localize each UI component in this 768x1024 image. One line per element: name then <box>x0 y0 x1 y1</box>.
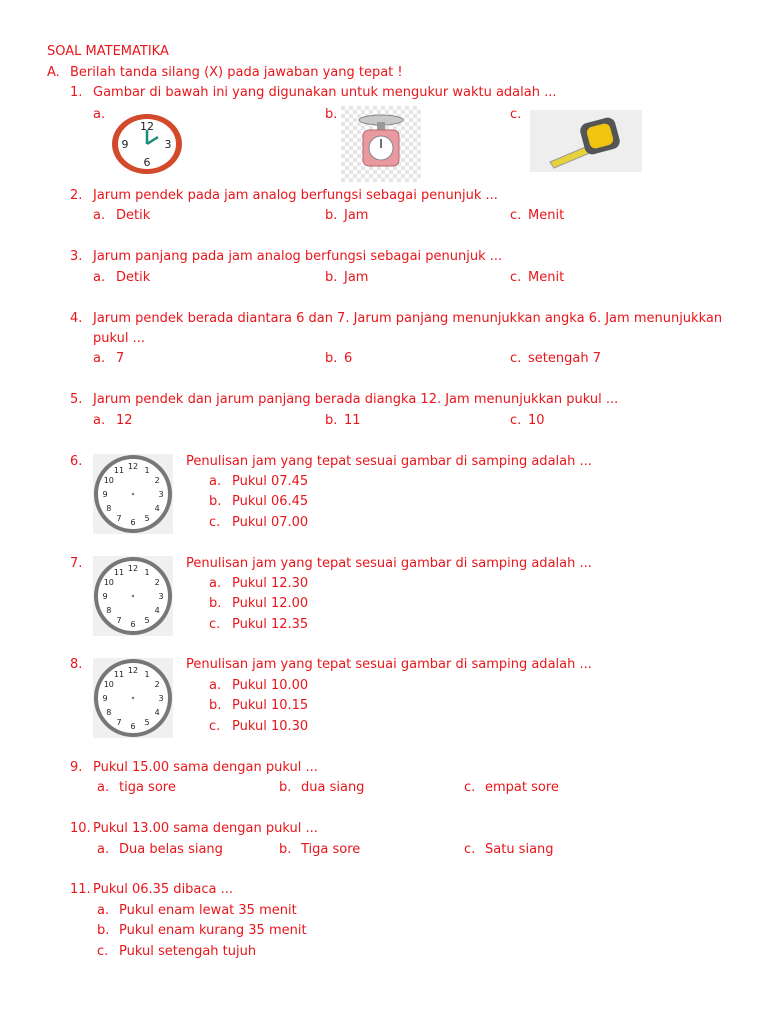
q4-opt-b[interactable]: 6 <box>344 351 353 366</box>
q3-opt-a-letter[interactable]: a. <box>93 270 106 285</box>
q8-clock-image[interactable] <box>93 658 173 738</box>
q2-opt-a[interactable]: Detik <box>116 208 151 223</box>
q9-opt-b-letter[interactable]: b. <box>279 780 292 795</box>
q9-opt-b[interactable]: dua siang <box>301 780 365 795</box>
q4-opt-c-letter[interactable]: c. <box>510 351 522 366</box>
q9-opt-c-letter[interactable]: c. <box>464 780 476 795</box>
q9-opt-c[interactable]: empat sore <box>485 780 559 795</box>
clock-number-6: 6 <box>130 620 136 629</box>
q9-opt-a[interactable]: tiga sore <box>119 780 176 795</box>
q5-number: 5. <box>70 392 83 407</box>
q7-opt-c-letter[interactable]: c. <box>209 617 221 632</box>
q10-opt-b-letter[interactable]: b. <box>279 842 292 857</box>
q10-number: 10. <box>70 821 91 836</box>
clock-number-12: 12 <box>127 666 139 675</box>
q5-opt-c[interactable]: 10 <box>528 413 545 428</box>
q2-opt-c-letter[interactable]: c. <box>510 208 522 223</box>
q4-opt-a-letter[interactable]: a. <box>93 351 106 366</box>
q3-number: 3. <box>70 249 83 264</box>
q6-text: Penulisan jam yang tepat sesuai gambar di samping adalah ... <box>186 454 592 469</box>
clock-number-11: 11 <box>113 465 125 475</box>
page-title: SOAL MATEMATIKA <box>47 44 169 59</box>
q5-opt-b[interactable]: 11 <box>344 413 361 428</box>
q7-opt-b-letter[interactable]: b. <box>209 596 222 611</box>
q11-opt-a[interactable]: Pukul enam lewat 35 menit <box>119 903 297 918</box>
q3-opt-b[interactable]: Jam <box>344 270 369 285</box>
q8-number: 8. <box>70 657 83 672</box>
q6-opt-c-letter[interactable]: c. <box>209 515 221 530</box>
kitchen-scale-image[interactable] <box>341 106 421 182</box>
q2-opt-c[interactable]: Menit <box>528 208 565 223</box>
q5-opt-b-letter[interactable]: b. <box>325 413 338 428</box>
clock-center-dot <box>132 595 134 597</box>
q11-opt-b-letter[interactable]: b. <box>97 923 110 938</box>
clock-number-2: 2 <box>154 476 160 485</box>
big-clock-num-12: 12 <box>140 120 154 133</box>
q7-opt-c[interactable]: Pukul 12.35 <box>232 617 309 632</box>
q8-opt-b[interactable]: Pukul 10.15 <box>232 698 309 713</box>
clock-number-5: 5 <box>144 616 150 626</box>
q3-opt-b-letter[interactable]: b. <box>325 270 338 285</box>
clock-number-1: 1 <box>144 465 150 475</box>
clock-center-dot <box>132 697 134 699</box>
clock-number-1: 1 <box>144 669 150 679</box>
q11-text: Pukul 06.35 dibaca ... <box>93 882 234 897</box>
q6-opt-c[interactable]: Pukul 07.00 <box>232 515 309 530</box>
q4-text-line2: pukul ... <box>93 331 145 346</box>
section-instruction: Berilah tanda silang (X) pada jawaban yang tepat ! <box>70 65 403 80</box>
q9-number: 9. <box>70 760 83 775</box>
big-clock-num-6: 6 <box>143 156 151 169</box>
q9-opt-a-letter[interactable]: a. <box>97 780 110 795</box>
q11-opt-a-letter[interactable]: a. <box>97 903 110 918</box>
q3-opt-c[interactable]: Menit <box>528 270 565 285</box>
q7-opt-a-letter[interactable]: a. <box>209 576 222 591</box>
q6-number: 6. <box>70 454 83 469</box>
q5-opt-a[interactable]: 12 <box>116 413 133 428</box>
q4-text: Jarum pendek berada diantara 6 dan 7. Jarum panjang menunjukkan angka 6. Jam menunjukkan <box>93 311 723 326</box>
q4-opt-a[interactable]: 7 <box>116 351 125 366</box>
q11-opt-b[interactable]: Pukul enam kurang 35 menit <box>119 923 307 938</box>
q7-opt-b[interactable]: Pukul 12.00 <box>232 596 309 611</box>
clock-number-12: 12 <box>127 462 139 471</box>
clock-number-5: 5 <box>144 514 150 524</box>
big-clock-num-3: 3 <box>164 138 172 151</box>
clock-number-10: 10 <box>103 476 114 485</box>
clock-number-9: 9 <box>102 490 108 499</box>
clock-number-3: 3 <box>158 490 164 499</box>
measuring-tape-image[interactable] <box>530 110 642 172</box>
q3-text: Jarum panjang pada jam analog berfungsi sebagai penunjuk ... <box>93 249 503 264</box>
clock-number-11: 11 <box>113 669 125 679</box>
q11-number: 11. <box>70 882 91 897</box>
q6-opt-a[interactable]: Pukul 07.45 <box>232 474 309 489</box>
q7-clock-image[interactable] <box>93 556 173 636</box>
clock-number-5: 5 <box>144 718 150 728</box>
clock-number-7: 7 <box>116 718 122 728</box>
q10-opt-c[interactable]: Satu siang <box>485 842 554 857</box>
clock-number-4: 4 <box>154 606 160 615</box>
q8-opt-c-letter[interactable]: c. <box>209 719 221 734</box>
clock-number-2: 2 <box>154 680 160 689</box>
clock-number-3: 3 <box>158 592 164 601</box>
q7-opt-a[interactable]: Pukul 12.30 <box>232 576 309 591</box>
clock-number-7: 7 <box>116 514 122 524</box>
clock-number-9: 9 <box>102 592 108 601</box>
q6-opt-b[interactable]: Pukul 06.45 <box>232 494 309 509</box>
q4-opt-c[interactable]: setengah 7 <box>528 351 601 366</box>
clock-number-4: 4 <box>154 504 160 513</box>
section-letter: A. <box>47 65 60 80</box>
q8-opt-b-letter[interactable]: b. <box>209 698 222 713</box>
q7-text: Penulisan jam yang tepat sesuai gambar di samping adalah ... <box>186 556 592 571</box>
q1-opt-a[interactable]: a. <box>93 107 106 122</box>
q5-text: Jarum pendek dan jarum panjang berada diangka 12. Jam menunjukkan pukul ... <box>93 392 619 407</box>
clock-number-8: 8 <box>106 708 112 717</box>
q2-opt-a-letter[interactable]: a. <box>93 208 106 223</box>
clock-number-12: 12 <box>127 564 139 573</box>
q1-text: Gambar di bawah ini yang digunakan untuk mengukur waktu adalah ... <box>93 85 557 100</box>
q4-number: 4. <box>70 311 83 326</box>
clock-number-9: 9 <box>102 694 108 703</box>
clock-number-3: 3 <box>158 694 164 703</box>
big-clock-num-9: 9 <box>121 138 129 151</box>
q8-opt-a-letter[interactable]: a. <box>209 678 222 693</box>
clock-number-1: 1 <box>144 567 150 577</box>
q2-opt-b[interactable]: Jam <box>344 208 369 223</box>
q2-number: 2. <box>70 188 83 203</box>
wall-clock-image[interactable] <box>110 112 184 176</box>
svg-text:.: . <box>380 174 382 179</box>
clock-number-6: 6 <box>130 722 136 731</box>
q11-opt-c[interactable]: Pukul setengah tujuh <box>119 944 257 959</box>
q10-opt-b[interactable]: Tiga sore <box>301 842 361 857</box>
q7-number: 7. <box>70 556 83 571</box>
q9-text: Pukul 15.00 sama dengan pukul ... <box>93 760 318 775</box>
q6-opt-a-letter[interactable]: a. <box>209 474 222 489</box>
q2-opt-b-letter[interactable]: b. <box>325 208 338 223</box>
q6-opt-b-letter[interactable]: b. <box>209 494 222 509</box>
q8-text: Penulisan jam yang tepat sesuai gambar di samping adalah ... <box>186 657 592 672</box>
q5-opt-c-letter[interactable]: c. <box>510 413 522 428</box>
q2-text: Jarum pendek pada jam analog berfungsi sebagai penunjuk ... <box>93 188 498 203</box>
q10-text: Pukul 13.00 sama dengan pukul ... <box>93 821 318 836</box>
clock-number-4: 4 <box>154 708 160 717</box>
q10-opt-c-letter[interactable]: c. <box>464 842 476 857</box>
q3-opt-c-letter[interactable]: c. <box>510 270 522 285</box>
q3-opt-a[interactable]: Detik <box>116 270 151 285</box>
q10-opt-a-letter[interactable]: a. <box>97 842 110 857</box>
q1-opt-c[interactable]: c. <box>510 107 522 122</box>
clock-center-dot <box>132 493 134 495</box>
q5-opt-a-letter[interactable]: a. <box>93 413 106 428</box>
q1-opt-b[interactable]: b. <box>325 107 338 122</box>
q8-opt-a[interactable]: Pukul 10.00 <box>232 678 309 693</box>
q4-opt-b-letter[interactable]: b. <box>325 351 338 366</box>
clock-number-10: 10 <box>103 578 114 587</box>
clock-number-11: 11 <box>113 567 125 577</box>
clock-number-8: 8 <box>106 606 112 615</box>
clock-number-7: 7 <box>116 616 122 626</box>
q1-number: 1. <box>70 85 83 100</box>
q6-clock-image[interactable] <box>93 454 173 534</box>
clock-number-6: 6 <box>130 518 136 527</box>
clock-number-8: 8 <box>106 504 112 513</box>
q11-opt-c-letter[interactable]: c. <box>97 944 109 959</box>
clock-number-2: 2 <box>154 578 160 587</box>
q8-opt-c[interactable]: Pukul 10.30 <box>232 719 309 734</box>
clock-number-10: 10 <box>103 680 114 689</box>
q10-opt-a[interactable]: Dua belas siang <box>119 842 223 857</box>
